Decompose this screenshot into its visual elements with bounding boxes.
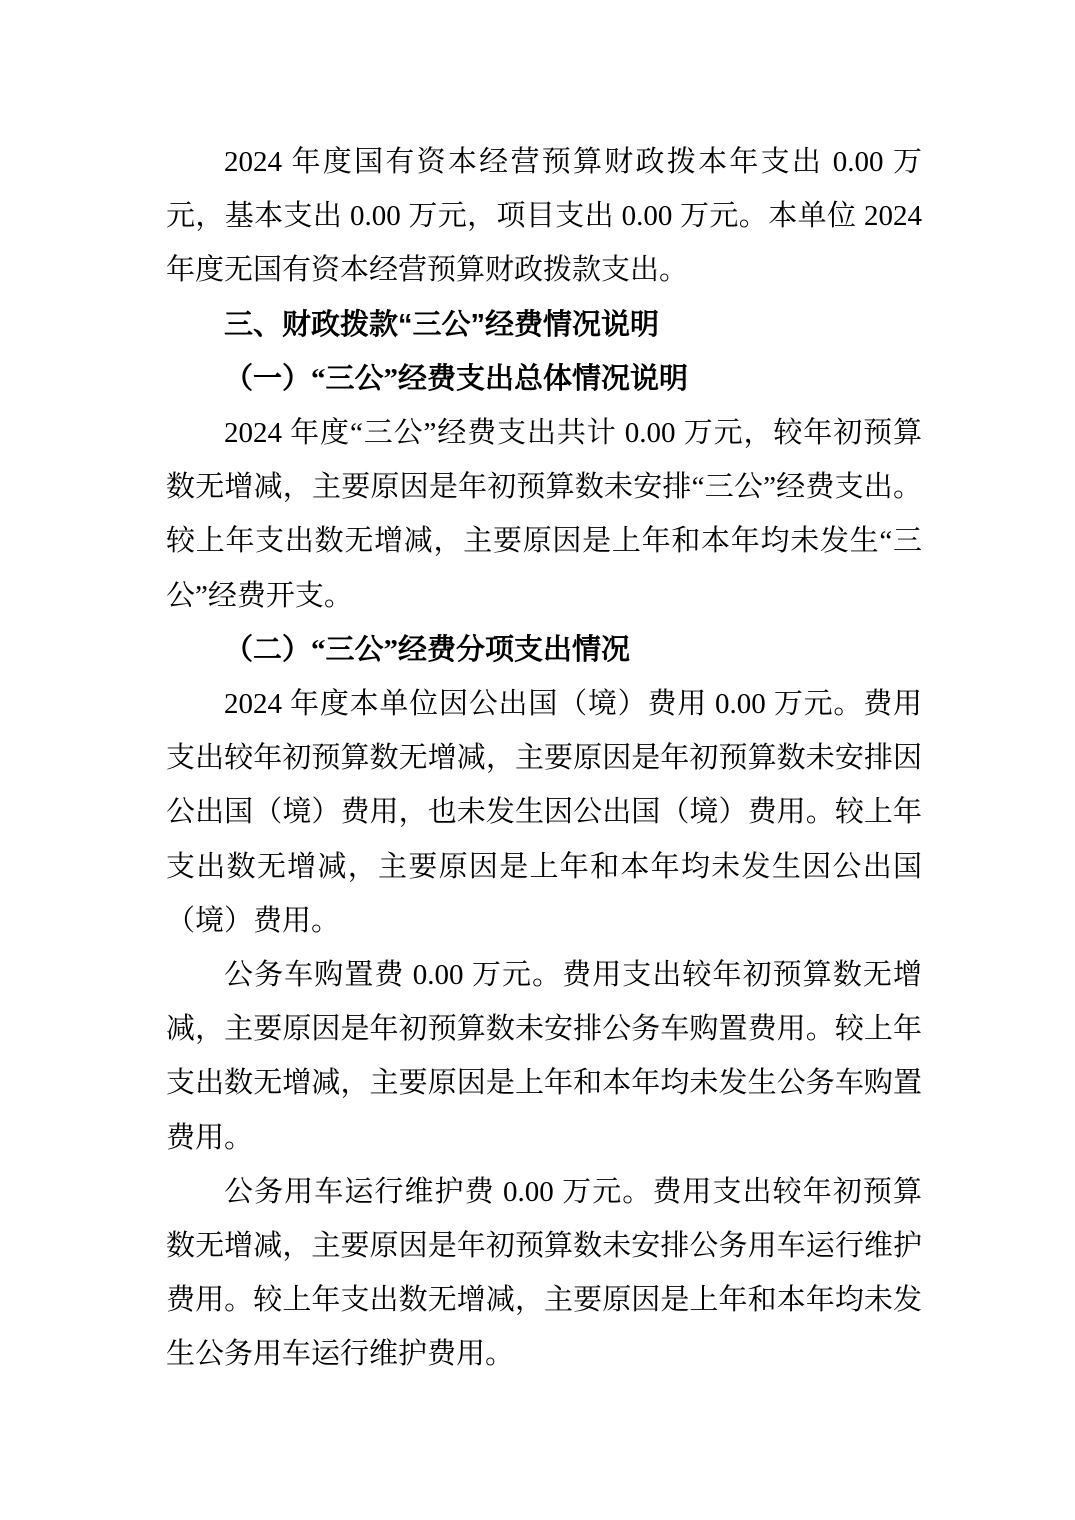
paragraph-overseas-travel-expense: 2024 年度本单位因公出国（境）费用 0.00 万元。费用支出较年初预算数无增减，主要原因是年初预算数未安排因公出国（境）费用，也未发生因公出国（境）费用。较上年支出数无增减，主要原因是上年和本年均未发生因公出国（境）费用。 bbox=[166, 688, 922, 937]
paragraph-official-vehicle-maintenance-expense: 公务用车运行维护费 0.00 万元。费用支出较年初预算数无增减，主要原因是年初预算数未安排公务用车运行维护费用。较上年支出数无增减，主要原因是上年和本年均未发生公务用车运行维护费用。 bbox=[166, 1175, 922, 1371]
heading-subsection-one-overall-expenditure: （一）“三公”经费支出总体情况说明 bbox=[224, 362, 689, 395]
paragraph-state-capital-budget-expenditure: 2024 年度国有资本经营预算财政拨本年支出 0.00 万元，基本支出 0.00 万元，项目支出 0.00 万元。本单位 2024 年度无国有资本经营预算财政拨款支出。 bbox=[166, 146, 922, 287]
heading-subsection-two-itemized-expenditure: （二）“三公”经费分项支出情况 bbox=[224, 633, 631, 666]
heading-section-three-fiscal-appropriation-three-public: 三、财政拨款“三公”经费情况说明 bbox=[224, 308, 660, 341]
paragraph-official-vehicle-purchase-expense: 公务车购置费 0.00 万元。费用支出较年初预算数无增减，主要原因是年初预算数未安排公务车购置费用。较上年支出数无增减，主要原因是上年和本年均未发生公务车购置费用。 bbox=[166, 959, 922, 1154]
paragraph-three-public-total-expenditure: 2024 年度“三公”经费支出共计 0.00 万元，较年初预算数无增减，主要原因是年初预算数未安排“三公”经费支出。较上年支出数无增减，主要原因是上年和本年均未发生“三公”经费开支。 bbox=[166, 417, 922, 612]
